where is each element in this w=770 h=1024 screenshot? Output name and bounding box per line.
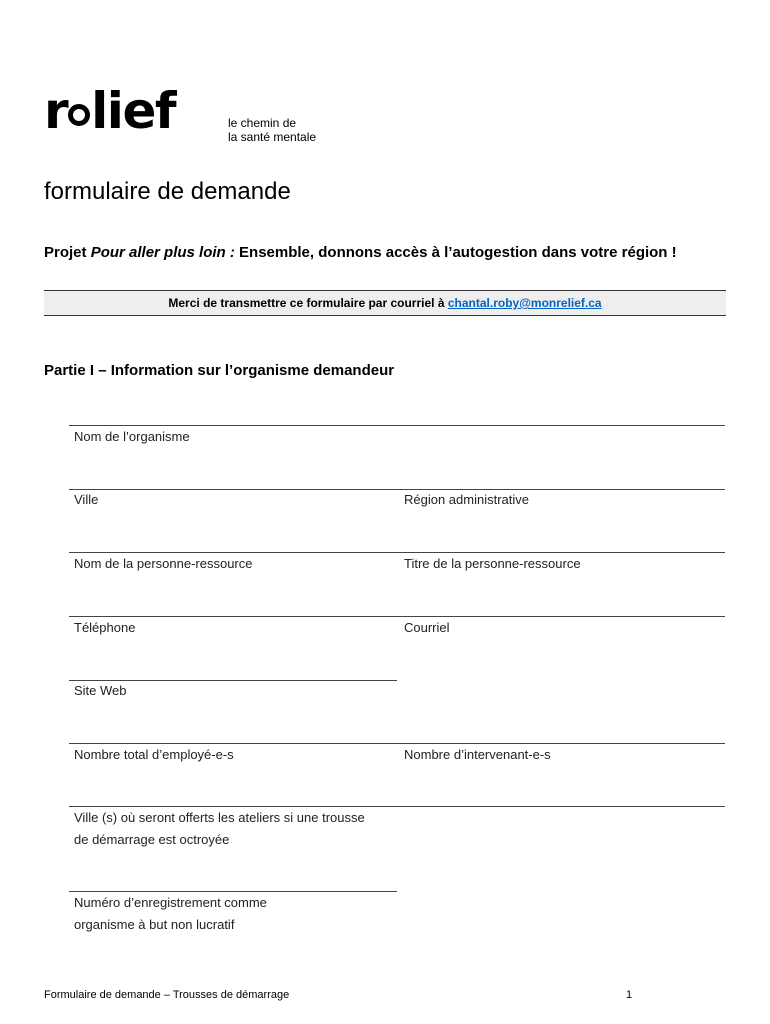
footer-page-number: 1 — [626, 989, 633, 1001]
logo-letters-lief: lief — [91, 82, 176, 140]
field-label-org-name[interactable]: Nom de l’organisme — [74, 429, 190, 444]
field-label-contact-title[interactable]: Titre de la personne-ressource — [404, 556, 581, 571]
field-label-admin-region[interactable]: Région administrative — [404, 492, 530, 507]
field-label-phone[interactable]: Téléphone — [74, 620, 136, 635]
project-subtitle: Ensemble, donnons accès à l’autogestion dans votre région ! — [234, 244, 677, 261]
footer-document-name: Formulaire de demande – Trousses de démarrage — [44, 989, 290, 1001]
field-label-total-employees[interactable]: Nombre total d’employé-e-s — [74, 747, 234, 762]
registration-line-1: Numéro d’enregistrement comme — [74, 895, 267, 910]
submission-banner — [44, 290, 726, 316]
relief-logo — [44, 82, 176, 140]
project-prefix: Projet — [44, 244, 91, 261]
logo-tagline — [228, 116, 316, 144]
section-title: Partie I – Information sur l’organisme demandeur — [44, 362, 395, 379]
contact-email-link[interactable]: chantal.roby@monrelief.ca — [447, 296, 602, 310]
registration-line-2: organisme à but non lucratif — [74, 917, 235, 932]
workshop-cities-line-1: Ville (s) où seront offerts les ateliers si une trousse — [74, 810, 365, 825]
field-label-contact-name[interactable]: Nom de la personne-ressource — [74, 556, 253, 571]
field-label-website[interactable]: Site Web — [74, 683, 127, 698]
workshop-cities-line-2: de démarrage est octroyée — [74, 832, 230, 847]
field-rule-phone-email — [69, 616, 725, 617]
field-label-city[interactable]: Ville — [74, 492, 99, 507]
project-name-italic: Pour aller plus loin : — [90, 244, 235, 261]
logo-letter-r: r — [44, 82, 68, 140]
tagline-line-1: le chemin de — [228, 116, 297, 130]
field-rule-city-region — [69, 489, 725, 490]
banner-text: Merci de transmettre ce formulaire par courriel à — [168, 296, 448, 310]
field-label-registration[interactable] — [74, 892, 267, 936]
field-label-total-workers[interactable]: Nombre d’intervenant-e-s — [404, 747, 551, 762]
logo-circle-mark — [68, 104, 90, 126]
tagline-line-2: la santé mentale — [228, 130, 317, 144]
field-label-workshop-cities[interactable] — [74, 807, 365, 851]
document-title: formulaire de demande — [44, 178, 291, 205]
field-label-email[interactable]: Courriel — [404, 620, 450, 635]
project-heading — [44, 244, 677, 261]
